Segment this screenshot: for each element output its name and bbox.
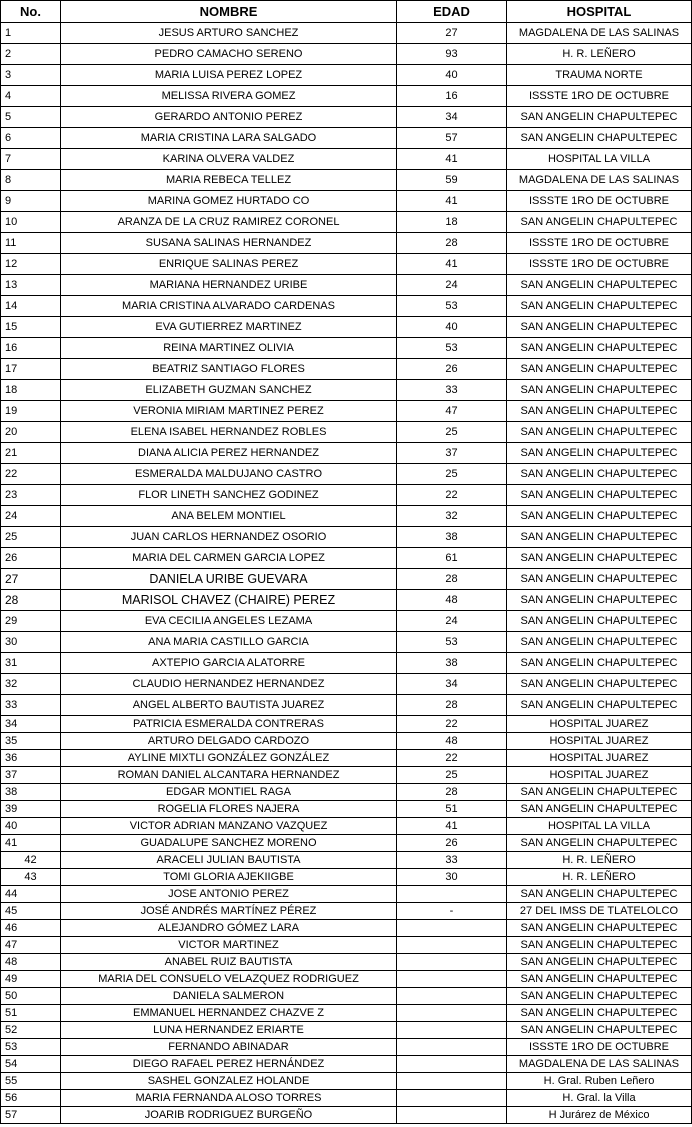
header-name: NOMBRE [61, 1, 397, 23]
cell-name: FERNANDO ABINADAR [61, 1039, 397, 1056]
cell-hospital: SAN ANGELIN CHAPULTEPEC [507, 988, 692, 1005]
cell-age: 26 [397, 835, 507, 852]
header-age: EDAD [397, 1, 507, 23]
cell-name: DANIELA URIBE GUEVARA [61, 569, 397, 590]
cell-no: 4 [1, 86, 61, 107]
cell-no: 20 [1, 422, 61, 443]
cell-name: MARIA CRISTINA LARA SALGADO [61, 128, 397, 149]
cell-age: 33 [397, 380, 507, 401]
table-row [1, 65, 692, 86]
cell-hospital: H. R. LEÑERO [507, 44, 692, 65]
cell-age: 30 [397, 869, 507, 886]
cell-age [397, 1022, 507, 1039]
table-row [1, 1039, 692, 1056]
cell-hospital: SAN ANGELIN CHAPULTEPEC [507, 801, 692, 818]
cell-age: 53 [397, 338, 507, 359]
cell-no: 26 [1, 548, 61, 569]
cell-age [397, 1039, 507, 1056]
cell-no: 50 [1, 988, 61, 1005]
cell-hospital: SAN ANGELIN CHAPULTEPEC [507, 1022, 692, 1039]
cell-hospital: H. R. LEÑERO [507, 852, 692, 869]
cell-name: ANA BELEM MONTIEL [61, 506, 397, 527]
table-row [1, 170, 692, 191]
cell-age [397, 1056, 507, 1073]
cell-name: VERONIA MIRIAM MARTINEZ PEREZ [61, 401, 397, 422]
cell-no: 49 [1, 971, 61, 988]
cell-hospital: HOSPITAL JUAREZ [507, 733, 692, 750]
cell-age [397, 1005, 507, 1022]
table-row [1, 317, 692, 338]
table-row [1, 869, 692, 886]
cell-hospital: SAN ANGELIN CHAPULTEPEC [507, 317, 692, 338]
cell-no: 37 [1, 767, 61, 784]
cell-no: 6 [1, 128, 61, 149]
cell-no: 45 [1, 903, 61, 920]
cell-age [397, 1107, 507, 1124]
cell-name: VICTOR MARTINEZ [61, 937, 397, 954]
cell-no: 23 [1, 485, 61, 506]
cell-name: MARIA FERNANDA ALOSO TORRES [61, 1090, 397, 1107]
table-row [1, 422, 692, 443]
table-body [1, 23, 692, 1124]
cell-hospital: SAN ANGELIN CHAPULTEPEC [507, 674, 692, 695]
cell-hospital: HOSPITAL JUAREZ [507, 767, 692, 784]
cell-no: 3 [1, 65, 61, 86]
cell-no: 53 [1, 1039, 61, 1056]
cell-name: JUAN CARLOS HERNANDEZ OSORIO [61, 527, 397, 548]
cell-no: 29 [1, 611, 61, 632]
cell-age: 28 [397, 784, 507, 801]
table-row [1, 988, 692, 1005]
cell-hospital: SAN ANGELIN CHAPULTEPEC [507, 401, 692, 422]
cell-age: 51 [397, 801, 507, 818]
cell-age: 48 [397, 590, 507, 611]
table-row [1, 86, 692, 107]
table-row [1, 716, 692, 733]
table-row [1, 485, 692, 506]
table-row [1, 954, 692, 971]
cell-hospital: SAN ANGELIN CHAPULTEPEC [507, 338, 692, 359]
cell-age: 38 [397, 527, 507, 548]
cell-no: 16 [1, 338, 61, 359]
table-row [1, 937, 692, 954]
cell-name: ALEJANDRO GÓMEZ LARA [61, 920, 397, 937]
cell-age: 24 [397, 275, 507, 296]
cell-hospital: SAN ANGELIN CHAPULTEPEC [507, 464, 692, 485]
cell-hospital: SAN ANGELIN CHAPULTEPEC [507, 443, 692, 464]
cell-name: JOSE ANTONIO PEREZ [61, 886, 397, 903]
table-row [1, 506, 692, 527]
cell-no: 38 [1, 784, 61, 801]
cell-name: KARINA OLVERA VALDEZ [61, 149, 397, 170]
table-row [1, 1005, 692, 1022]
cell-age [397, 988, 507, 1005]
cell-name: ENRIQUE SALINAS PEREZ [61, 254, 397, 275]
cell-hospital: ISSSTE 1RO DE OCTUBRE [507, 254, 692, 275]
cell-hospital: SAN ANGELIN CHAPULTEPEC [507, 569, 692, 590]
cell-no: 42 [1, 852, 61, 869]
cell-hospital: SAN ANGELIN CHAPULTEPEC [507, 485, 692, 506]
cell-name: MARIA REBECA TELLEZ [61, 170, 397, 191]
cell-name: MARIA DEL CARMEN GARCIA LOPEZ [61, 548, 397, 569]
cell-name: PATRICIA ESMERALDA CONTRERAS [61, 716, 397, 733]
cell-name: BEATRIZ SANTIAGO FLORES [61, 359, 397, 380]
table-row [1, 767, 692, 784]
table-row [1, 359, 692, 380]
cell-age: 26 [397, 359, 507, 380]
table-row [1, 801, 692, 818]
cell-hospital: MAGDALENA DE LAS SALINAS [507, 170, 692, 191]
cell-hospital: SAN ANGELIN CHAPULTEPEC [507, 653, 692, 674]
cell-age: 61 [397, 548, 507, 569]
cell-hospital: H. R. LEÑERO [507, 869, 692, 886]
cell-name: FLOR LINETH SANCHEZ GODINEZ [61, 485, 397, 506]
cell-no: 32 [1, 674, 61, 695]
cell-age [397, 886, 507, 903]
cell-age: 34 [397, 674, 507, 695]
cell-no: 31 [1, 653, 61, 674]
cell-name: MARIA CRISTINA ALVARADO CARDENAS [61, 296, 397, 317]
table-row [1, 527, 692, 548]
cell-no: 56 [1, 1090, 61, 1107]
cell-age [397, 920, 507, 937]
cell-hospital: SAN ANGELIN CHAPULTEPEC [507, 548, 692, 569]
cell-age: 27 [397, 23, 507, 44]
cell-age: 32 [397, 506, 507, 527]
table-row [1, 401, 692, 422]
table-row [1, 338, 692, 359]
table-row [1, 44, 692, 65]
cell-no: 15 [1, 317, 61, 338]
cell-hospital: SAN ANGELIN CHAPULTEPEC [507, 835, 692, 852]
cell-no: 36 [1, 750, 61, 767]
table-row [1, 1090, 692, 1107]
cell-hospital: ISSSTE 1RO DE OCTUBRE [507, 233, 692, 254]
cell-hospital: 27 DEL IMSS DE TLATELOLCO [507, 903, 692, 920]
cell-age: 22 [397, 750, 507, 767]
cell-age [397, 937, 507, 954]
cell-name: ROMAN DANIEL ALCANTARA HERNANDEZ [61, 767, 397, 784]
table-row [1, 632, 692, 653]
cell-no: 9 [1, 191, 61, 212]
cell-hospital: SAN ANGELIN CHAPULTEPEC [507, 886, 692, 903]
table-row [1, 149, 692, 170]
cell-name: TOMI GLORIA AJEKIIGBE [61, 869, 397, 886]
table-row [1, 784, 692, 801]
cell-name: EDGAR MONTIEL RAGA [61, 784, 397, 801]
table-row [1, 23, 692, 44]
cell-name: EVA GUTIERREZ MARTINEZ [61, 317, 397, 338]
cell-age: 28 [397, 233, 507, 254]
cell-name: SASHEL GONZALEZ HOLANDE [61, 1073, 397, 1090]
cell-no: 30 [1, 632, 61, 653]
table-row [1, 296, 692, 317]
cell-no: 27 [1, 569, 61, 590]
header-no: No. [1, 1, 61, 23]
cell-age: 25 [397, 767, 507, 784]
cell-age: 25 [397, 422, 507, 443]
cell-hospital: SAN ANGELIN CHAPULTEPEC [507, 695, 692, 716]
cell-name: CLAUDIO HERNANDEZ HERNANDEZ [61, 674, 397, 695]
table-row [1, 443, 692, 464]
cell-hospital: HOSPITAL LA VILLA [507, 149, 692, 170]
cell-no: 19 [1, 401, 61, 422]
cell-name: EMMANUEL HERNANDEZ CHAZVE Z [61, 1005, 397, 1022]
cell-hospital: SAN ANGELIN CHAPULTEPEC [507, 937, 692, 954]
cell-name: LUNA HERNANDEZ ERIARTE [61, 1022, 397, 1039]
cell-age: 16 [397, 86, 507, 107]
table-row [1, 695, 692, 716]
cell-no: 52 [1, 1022, 61, 1039]
cell-name: ROGELIA FLORES NAJERA [61, 801, 397, 818]
cell-no: 5 [1, 107, 61, 128]
cell-name: ELIZABETH GUZMAN SANCHEZ [61, 380, 397, 401]
cell-age: 53 [397, 296, 507, 317]
table-row [1, 1107, 692, 1124]
cell-no: 44 [1, 886, 61, 903]
cell-age: 25 [397, 464, 507, 485]
cell-no: 47 [1, 937, 61, 954]
table-row [1, 886, 692, 903]
table-row [1, 128, 692, 149]
cell-no: 21 [1, 443, 61, 464]
cell-no: 28 [1, 590, 61, 611]
cell-hospital: SAN ANGELIN CHAPULTEPEC [507, 275, 692, 296]
cell-age: 40 [397, 65, 507, 86]
cell-no: 46 [1, 920, 61, 937]
table-row [1, 380, 692, 401]
cell-name: DIANA ALICIA PEREZ HERNANDEZ [61, 443, 397, 464]
cell-age: 28 [397, 695, 507, 716]
table-row [1, 920, 692, 937]
cell-age: 38 [397, 653, 507, 674]
table-row [1, 971, 692, 988]
cell-name: JOARIB RODRIGUEZ BURGEÑO [61, 1107, 397, 1124]
table-row [1, 254, 692, 275]
cell-name: MARINA GOMEZ HURTADO CO [61, 191, 397, 212]
table-row [1, 818, 692, 835]
cell-hospital: SAN ANGELIN CHAPULTEPEC [507, 422, 692, 443]
cell-hospital: ISSSTE 1RO DE OCTUBRE [507, 191, 692, 212]
cell-no: 43 [1, 869, 61, 886]
cell-name: MARISOL CHAVEZ (CHAIRE) PEREZ [61, 590, 397, 611]
cell-no: 24 [1, 506, 61, 527]
cell-hospital: SAN ANGELIN CHAPULTEPEC [507, 296, 692, 317]
cell-hospital: SAN ANGELIN CHAPULTEPEC [507, 359, 692, 380]
cell-age: 41 [397, 254, 507, 275]
cell-no: 11 [1, 233, 61, 254]
cell-age: 41 [397, 149, 507, 170]
cell-hospital: SAN ANGELIN CHAPULTEPEC [507, 590, 692, 611]
cell-age: 37 [397, 443, 507, 464]
cell-no: 17 [1, 359, 61, 380]
cell-age: 48 [397, 733, 507, 750]
cell-hospital: SAN ANGELIN CHAPULTEPEC [507, 954, 692, 971]
cell-no: 10 [1, 212, 61, 233]
table-row [1, 548, 692, 569]
cell-no: 7 [1, 149, 61, 170]
cell-name: JESUS ARTURO SANCHEZ [61, 23, 397, 44]
table-row [1, 750, 692, 767]
cell-hospital: HOSPITAL LA VILLA [507, 818, 692, 835]
table-row [1, 569, 692, 590]
cell-name: ANGEL ALBERTO BAUTISTA JUAREZ [61, 695, 397, 716]
cell-age: 18 [397, 212, 507, 233]
cell-hospital: HOSPITAL JUAREZ [507, 716, 692, 733]
cell-hospital: H. Gral. Ruben Leñero [507, 1073, 692, 1090]
table-row [1, 233, 692, 254]
cell-no: 39 [1, 801, 61, 818]
cell-hospital: SAN ANGELIN CHAPULTEPEC [507, 527, 692, 548]
cell-no: 35 [1, 733, 61, 750]
cell-name: SUSANA SALINAS HERNANDEZ [61, 233, 397, 254]
cell-age: 40 [397, 317, 507, 338]
cell-hospital: TRAUMA NORTE [507, 65, 692, 86]
cell-age: 34 [397, 107, 507, 128]
cell-name: ELENA ISABEL HERNANDEZ ROBLES [61, 422, 397, 443]
cell-no: 51 [1, 1005, 61, 1022]
cell-name: GERARDO ANTONIO PEREZ [61, 107, 397, 128]
table-row [1, 835, 692, 852]
table-row [1, 590, 692, 611]
table-row [1, 1056, 692, 1073]
cell-name: GUADALUPE SANCHEZ MORENO [61, 835, 397, 852]
cell-age: 24 [397, 611, 507, 632]
cell-name: AYLINE MIXTLI GONZÁLEZ GONZÁLEZ [61, 750, 397, 767]
header-hospital: HOSPITAL [507, 1, 692, 23]
cell-name: VICTOR ADRIAN MANZANO VAZQUEZ [61, 818, 397, 835]
cell-name: MARIA DEL CONSUELO VELAZQUEZ RODRIGUEZ [61, 971, 397, 988]
cell-age: 47 [397, 401, 507, 422]
cell-name: ARANZA DE LA CRUZ RAMIREZ CORONEL [61, 212, 397, 233]
cell-no: 14 [1, 296, 61, 317]
cell-no: 40 [1, 818, 61, 835]
cell-age: 57 [397, 128, 507, 149]
cell-name: ANA MARIA CASTILLO GARCIA [61, 632, 397, 653]
cell-age [397, 954, 507, 971]
cell-hospital: SAN ANGELIN CHAPULTEPEC [507, 920, 692, 937]
table-row [1, 1022, 692, 1039]
cell-name: MARIANA HERNANDEZ URIBE [61, 275, 397, 296]
cell-age: 22 [397, 716, 507, 733]
cell-hospital: SAN ANGELIN CHAPULTEPEC [507, 380, 692, 401]
cell-age: 41 [397, 818, 507, 835]
cell-no: 2 [1, 44, 61, 65]
cell-hospital: SAN ANGELIN CHAPULTEPEC [507, 971, 692, 988]
cell-name: REINA MARTINEZ OLIVIA [61, 338, 397, 359]
cell-hospital: ISSSTE 1RO DE OCTUBRE [507, 1039, 692, 1056]
cell-no: 41 [1, 835, 61, 852]
cell-no: 34 [1, 716, 61, 733]
cell-age: 53 [397, 632, 507, 653]
cell-age: 33 [397, 852, 507, 869]
cell-hospital: SAN ANGELIN CHAPULTEPEC [507, 107, 692, 128]
cell-hospital: ISSSTE 1RO DE OCTUBRE [507, 86, 692, 107]
cell-no: 8 [1, 170, 61, 191]
table-row [1, 275, 692, 296]
cell-no: 18 [1, 380, 61, 401]
cell-hospital: SAN ANGELIN CHAPULTEPEC [507, 632, 692, 653]
cell-hospital: SAN ANGELIN CHAPULTEPEC [507, 128, 692, 149]
table-row [1, 611, 692, 632]
cell-no: 57 [1, 1107, 61, 1124]
table-row [1, 191, 692, 212]
cell-name: MARIA LUISA PEREZ LOPEZ [61, 65, 397, 86]
header-row [1, 1, 692, 23]
cell-age: 41 [397, 191, 507, 212]
table-row [1, 1073, 692, 1090]
cell-hospital: MAGDALENA DE LAS SALINAS [507, 1056, 692, 1073]
table-row [1, 107, 692, 128]
cell-hospital: MAGDALENA DE LAS SALINAS [507, 23, 692, 44]
table-row [1, 653, 692, 674]
cell-name: JOSÉ ANDRÉS MARTÍNEZ PÉREZ [61, 903, 397, 920]
cell-name: ARTURO DELGADO CARDOZO [61, 733, 397, 750]
cell-name: AXTEPIO GARCIA ALATORRE [61, 653, 397, 674]
cell-name: ESMERALDA MALDUJANO CASTRO [61, 464, 397, 485]
cell-age [397, 1090, 507, 1107]
cell-name: DIEGO RAFAEL PEREZ HERNÁNDEZ [61, 1056, 397, 1073]
cell-no: 25 [1, 527, 61, 548]
cell-age: - [397, 903, 507, 920]
cell-name: ANABEL RUIZ BAUTISTA [61, 954, 397, 971]
cell-no: 33 [1, 695, 61, 716]
table-row [1, 212, 692, 233]
cell-no: 1 [1, 23, 61, 44]
cell-age: 22 [397, 485, 507, 506]
cell-age: 59 [397, 170, 507, 191]
cell-no: 48 [1, 954, 61, 971]
cell-name: EVA CECILIA ANGELES LEZAMA [61, 611, 397, 632]
cell-hospital: HOSPITAL JUAREZ [507, 750, 692, 767]
cell-age: 28 [397, 569, 507, 590]
cell-no: 22 [1, 464, 61, 485]
cell-name: ARACELI JULIAN BAUTISTA [61, 852, 397, 869]
cell-hospital: SAN ANGELIN CHAPULTEPEC [507, 506, 692, 527]
cell-hospital: SAN ANGELIN CHAPULTEPEC [507, 1005, 692, 1022]
cell-hospital: H Jurárez de México [507, 1107, 692, 1124]
table-row [1, 733, 692, 750]
table-row [1, 464, 692, 485]
cell-age [397, 971, 507, 988]
cell-hospital: H. Gral. la Villa [507, 1090, 692, 1107]
cell-age [397, 1073, 507, 1090]
cell-hospital: SAN ANGELIN CHAPULTEPEC [507, 212, 692, 233]
cell-no: 55 [1, 1073, 61, 1090]
cell-hospital: SAN ANGELIN CHAPULTEPEC [507, 784, 692, 801]
cell-age: 93 [397, 44, 507, 65]
cell-no: 13 [1, 275, 61, 296]
cell-hospital: SAN ANGELIN CHAPULTEPEC [507, 611, 692, 632]
cell-no: 12 [1, 254, 61, 275]
table-row [1, 674, 692, 695]
cell-name: DANIELA SALMERON [61, 988, 397, 1005]
cell-name: PEDRO CAMACHO SERENO [61, 44, 397, 65]
cell-name: MELISSA RIVERA GOMEZ [61, 86, 397, 107]
table-row [1, 903, 692, 920]
table-row [1, 852, 692, 869]
cell-no: 54 [1, 1056, 61, 1073]
